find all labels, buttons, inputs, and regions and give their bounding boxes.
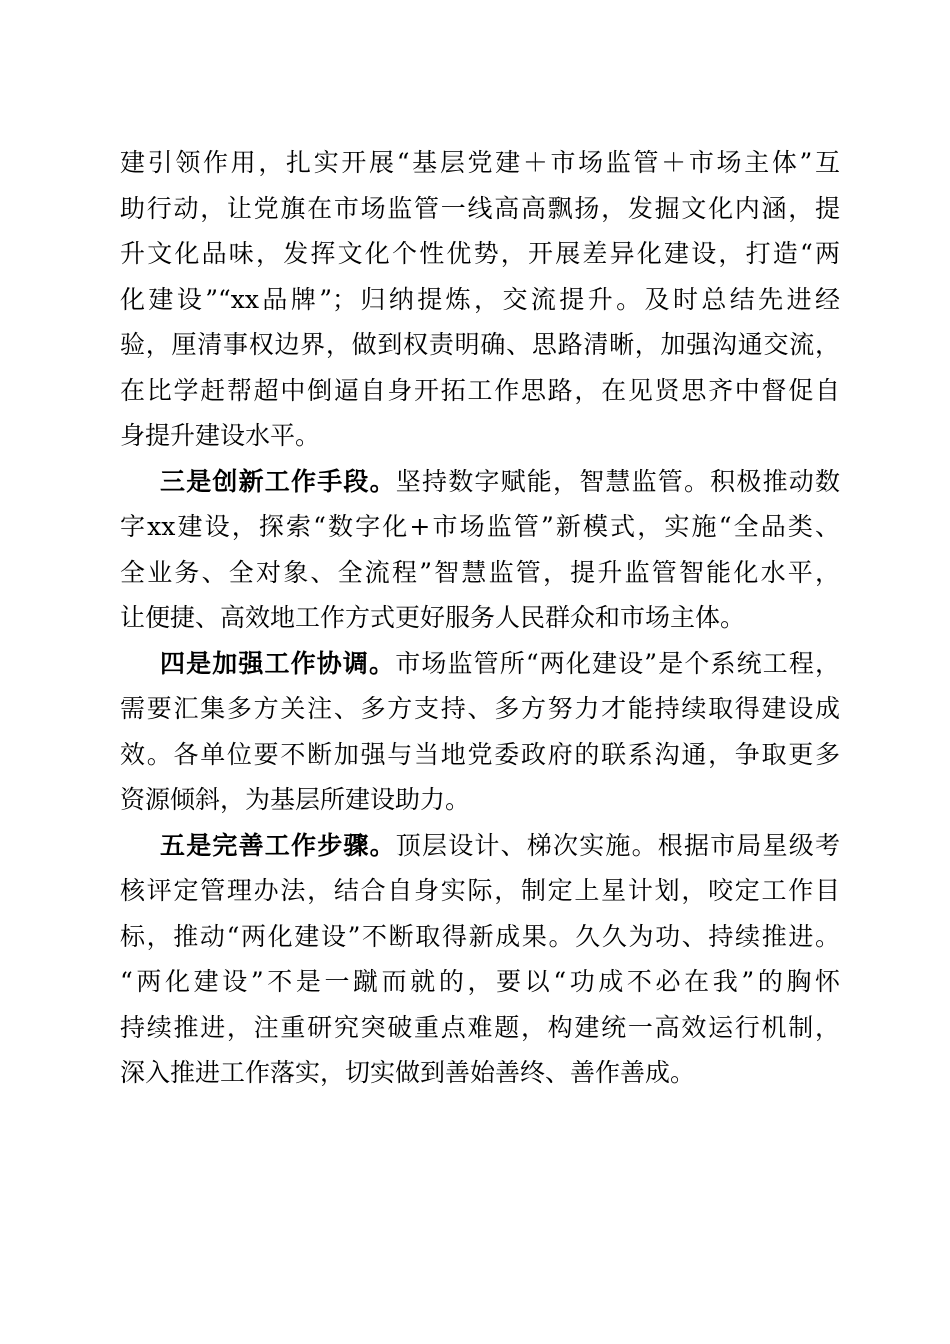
text-line: 深入推进工作落实，切实做到善始善终、善作善成。 <box>120 1058 696 1087</box>
text-line: 字xx建设，探索“数字化+市场监管”新模式，实施“全品类、 <box>120 512 840 541</box>
text-line <box>120 823 840 869</box>
text-line: 核评定管理办法，结合自身实际，制定上星计划，咬定工作目 <box>120 876 840 905</box>
text-run: 坚持数字赋能，智慧监管。积极推动数 <box>395 466 840 496</box>
text-line: “两化建设”不是一蹴而就的，要以“功成不必在我”的胸怀 <box>120 967 840 996</box>
paragraph-coordination <box>120 641 840 823</box>
paragraph-lead: 五是完善工作步骤。 <box>160 830 396 860</box>
text-line: 身提升建设水平。 <box>120 421 321 450</box>
text-run: 市场监管所“两化建设”是个系统工程， <box>395 648 840 678</box>
text-line <box>120 641 840 687</box>
text-line: 升文化品味，发挥文化个性优势，开展差异化建设，打造“两 <box>120 239 840 268</box>
text-line: 资源倾斜，为基层所建设助力。 <box>120 785 471 814</box>
text-line: 需要汇集多方关注、多方支持、多方努力才能持续取得建设成 <box>120 694 840 723</box>
paragraph-work-steps <box>120 823 840 1096</box>
text-line: 助行动，让党旗在市场监管一线高高飘扬，发掘文化内涵，提 <box>120 193 840 223</box>
paragraph-continuation <box>120 140 840 459</box>
document-body <box>120 140 840 1096</box>
text-line: 持续推进，注重研究突破重点难题，构建统一高效运行机制， <box>120 1012 840 1042</box>
text-line: 效。各单位要不断加强与当地党委政府的联系沟通，争取更多 <box>120 739 840 769</box>
text-line <box>120 459 840 505</box>
text-line: 全业务、全对象、全流程”智慧监管，提升监管智能化水平， <box>120 557 840 587</box>
text-line: 在比学赶帮超中倒逼自身开拓工作思路，在见贤思齐中督促自 <box>120 375 840 405</box>
text-line: 化建设”“xx品牌”；归纳提炼，交流提升。及时总结先进经 <box>120 284 840 314</box>
text-line: 验，厘清事权边界，做到权责明确、思路清晰，加强沟通交流， <box>120 330 840 359</box>
text-run: 顶层设计、梯次实施。根据市局星级考 <box>395 830 840 860</box>
text-line: 建引领作用，扎实开展“基层党建＋市场监管＋市场主体”互 <box>120 148 840 177</box>
paragraph-innovate-methods <box>120 459 840 641</box>
paragraph-lead: 四是加强工作协调。 <box>160 648 396 678</box>
text-line: 让便捷、高效地工作方式更好服务人民群众和市场主体。 <box>120 603 746 632</box>
text-line: 标，推动“两化建设”不断取得新成果。久久为功、持续推进。 <box>120 921 840 951</box>
paragraph-lead: 三是创新工作手段。 <box>160 466 396 496</box>
